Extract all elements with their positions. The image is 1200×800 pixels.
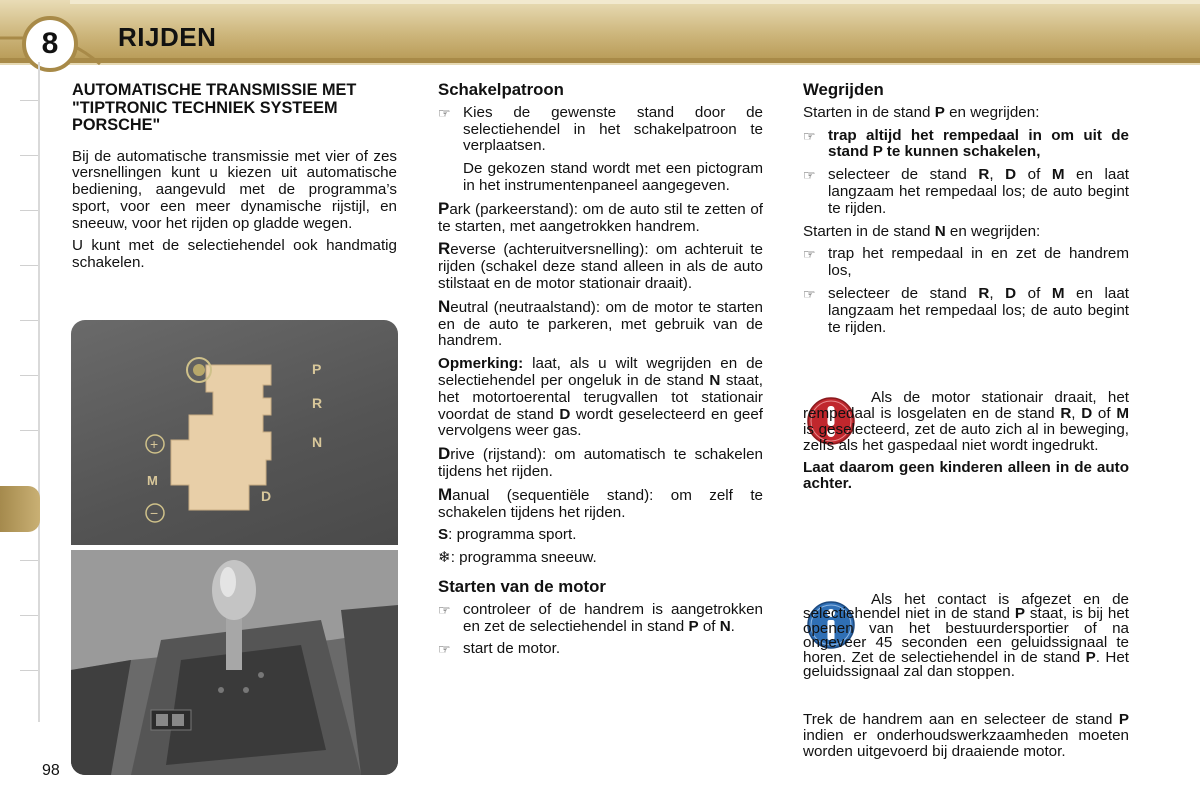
section-heading-start-engine: Starten van de motor (438, 576, 606, 596)
gear-gate-diagram (71, 320, 398, 545)
side-rail-tick (20, 155, 38, 156)
gate-label-m: M (147, 473, 158, 488)
side-rail-tick (20, 670, 38, 671)
side-rail-tick (20, 375, 38, 376)
gear-gate-photo (71, 320, 398, 545)
p-start-intro: Starten in de stand P en wegrijden: (803, 103, 1040, 121)
chapter-number-badge (22, 16, 78, 72)
pointing-hand-icon: ☞ (803, 285, 816, 302)
side-rail-tick (20, 265, 38, 266)
n-start-intro: Starten in de stand N en wegrijden: (803, 222, 1041, 240)
gate-label-minus: − (150, 505, 159, 521)
manual-paragraph: Manual (sequentiële stand): om zelf te schakelen tijdens het rijden. (438, 484, 763, 521)
header-rule-light (0, 63, 1200, 65)
pointing-hand-icon: ☞ (803, 167, 816, 184)
bullet-p-2: ☞ selecteer de stand R, D of M en laat langzaam het rempedaal los; de auto begint te rijden. (803, 166, 1129, 217)
page-number: 98 (42, 762, 60, 779)
gear-lever-illustration (71, 550, 398, 775)
section-heading-shift-pattern: Schakelpatroon (438, 80, 564, 99)
reverse-paragraph: Reverse (achteruitversnelling): om achteruit te rijden (schakel deze stand alleen in als de auto stilstaat en de motor stationair draait). (438, 239, 763, 292)
side-rail-line (38, 62, 40, 722)
chapter-side-tab[interactable] (0, 486, 40, 532)
gate-label-d: D (261, 488, 272, 504)
sport-paragraph: S: programma sport. (438, 526, 577, 544)
bullet-start-2: ☞ start de motor. (438, 640, 561, 658)
remark-paragraph: Opmerking: laat, als u wilt wegrijden en de selectiehendel per ongeluk in de stand N staat, het motortoerental terugvallen tot stationair voordat de stand D wordt geselecteerd en geef vervolgens weer gas. (438, 355, 763, 440)
bullet-n-1: ☞ trap het rempedaal in en zet de handrem los, (803, 245, 1129, 280)
bullet-shift (438, 105, 763, 155)
shift-bullet-text: Kies de gewenste stand door de selectiehendel in het schakelpatroon te verplaatsen. (463, 103, 763, 155)
section-heading-drive-off: Wegrijden (803, 80, 884, 99)
chapter-number: 8 (41, 27, 59, 60)
bullet-p-1: ☞ trap altijd het rempedaal in om uit de stand P te kunnen schakelen, (803, 126, 1129, 161)
bullet-start-1: ☞ controleer of de handrem is aangetrokken en zet de selectiehendel in stand P of N. (438, 600, 763, 635)
side-rail-tick (20, 100, 38, 101)
gear-gate-slot (171, 365, 271, 510)
pointing-hand-icon: ☞ (438, 104, 451, 121)
info-text: Als het contact is afgezet en de selectiehendel niet in de stand P staat, is bij het openen van het bestuurdersportier of na ongeveer 45 seconden een geluidssignaal te horen. Zet de selectiehendel in de stand P. Het geluidssignaal zal dan stoppen. (803, 591, 1129, 681)
manual-note-paragraph: U kunt met de selectiehendel ook handmatig schakelen. (72, 237, 397, 272)
gate-label-r: R (312, 395, 323, 411)
side-rail-tick (20, 210, 38, 211)
final-text: Trek de handrem aan en selecteer de stand P indien er onderhoudswerkzaamheden moeten worden uitgevoerd bij draaiende motor. (803, 711, 1129, 760)
drive-paragraph: Drive (rijstand): om automatisch te schakelen tijdens het rijden. (438, 444, 763, 480)
info-note (803, 593, 1129, 679)
side-rail-tick (20, 430, 38, 431)
side-rail-tick (20, 615, 38, 616)
intro-paragraph: Bij de automatische transmissie met vier of zes versnellingen kunt u kiezen uit automatische bediening, aangevuld met de programma’s sport, voor een meer dynamische rijstijl, en sneeuw, voor het rijden op gladde wegen. (72, 147, 397, 232)
gate-label-plus: + (150, 436, 159, 452)
pointing-hand-icon: ☞ (803, 246, 816, 263)
section-heading-transmission: AUTOMATISCHE TRANSMISSIE MET "TIPTRONIC TECHNIEK SYSTEEM PORSCHE" (72, 81, 357, 134)
snowflake-icon: ❄ (438, 549, 451, 567)
warning-text: Als de motor stationair draait, het rempedaal is losgelaten en de stand R, D of M is geselecteerd, zet de auto zich al in beweging, zelfs als het gaspedaal niet wordt ingedrukt. (803, 389, 1129, 454)
gate-label-p: P (312, 361, 322, 377)
warning-bold-text: Laat daarom geen kinderen alleen in de auto achter. (803, 459, 1129, 492)
pointing-hand-icon: ☞ (438, 601, 451, 618)
gate-label-n: N (312, 434, 323, 450)
final-note (803, 712, 1129, 760)
chapter-title: RIJDEN (118, 22, 217, 52)
side-rail-tick (20, 560, 38, 561)
column-right (803, 82, 1129, 342)
side-rail-tick (20, 320, 38, 321)
neutral-paragraph: Neutral (neutraalstand): om de motor te starten en de auto te parkeren, met gebruik van de handrem. (438, 296, 763, 350)
gear-lever-photo (71, 550, 398, 775)
header-highlight (70, 0, 1200, 4)
snow-paragraph: ❄: programma sneeuw. (438, 549, 597, 567)
bullet-shift-continued (438, 161, 763, 195)
pointing-hand-icon: ☞ (803, 127, 816, 144)
bullet-n-2: ☞ selecteer de stand R, D of M en laat langzaam het rempedaal los; de auto begint te rijden. (803, 284, 1129, 336)
column-middle (438, 82, 763, 664)
pointing-hand-icon: ☞ (438, 641, 451, 658)
park-paragraph: Park (parkeerstand): om de auto stil te zetten of te starten, met aangetrokken handrem. (438, 198, 763, 235)
column-left (72, 82, 397, 278)
shift-bullet-continued-text: De gekozen stand wordt met een pictogram in het instrumentenpaneel aangegeven. (463, 160, 763, 194)
warning-note (803, 390, 1129, 492)
